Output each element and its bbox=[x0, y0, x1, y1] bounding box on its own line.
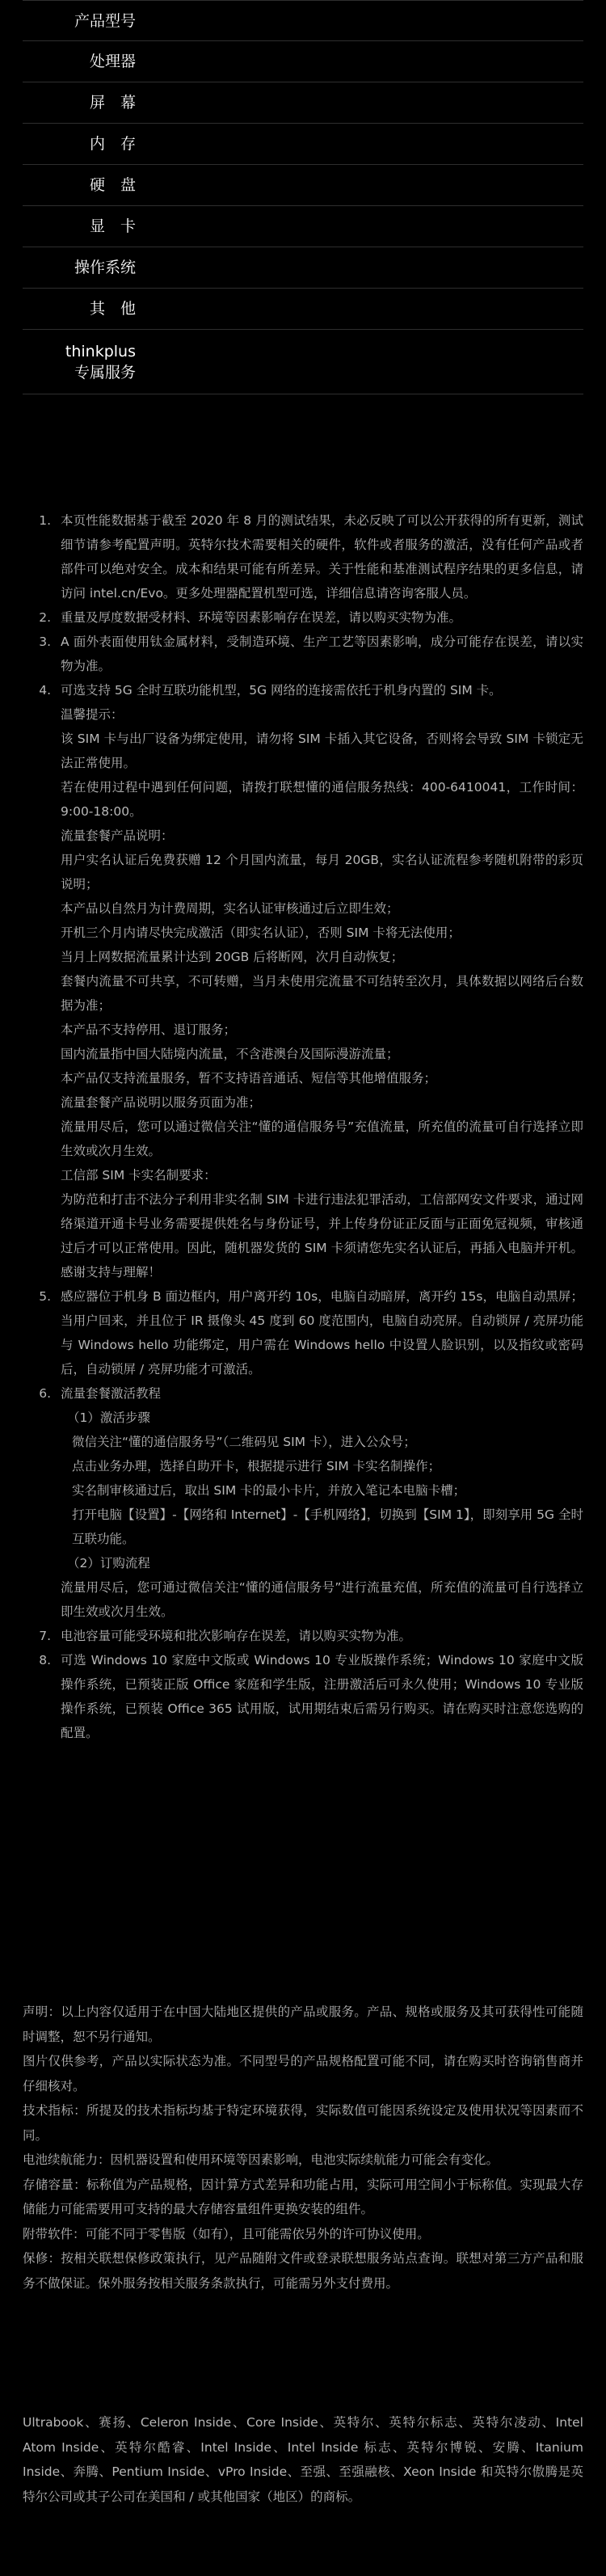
footnote-line: 本产品以自然月为计费周期，实名认证审核通过后立即生效； bbox=[61, 901, 399, 916]
footnote-number: 8. bbox=[39, 1653, 51, 1667]
trademark-notice: Ultrabook、赛扬、Celeron Inside、Core Inside、英特尔、英特尔标志、英特尔凌动、Intel Atom Inside、英特尔酷睿、Intel Inside、Intel Inside 标志、英特尔博锐、安腾、Itanium Inside、奔腾、Pentium Inside、vPro Inside、至强、至强融核、Xeon Inside 和英特尔傲腾是英特尔公司或其子公司在美国和 / 或其他国家（地区）的商标。 bbox=[23, 2415, 583, 2504]
footnote-step: 打开电脑【设置】-【网络和 Internet】-【手机网络】，切换到【SIM 1】，即刻享用 5G 全时互联功能。 bbox=[72, 1507, 583, 1546]
footnote-text: 重量及厚度数据受材料、环境等因素影响存在误差，请以购买实物为准。 bbox=[61, 610, 462, 625]
footnote-line: 工信部 SIM 卡实名制要求： bbox=[61, 1168, 217, 1183]
disclaimer-line: 附带软件：可能不同于零售版（如有），且可能需依另外的许可协议使用。 bbox=[23, 2226, 430, 2241]
spec-row-model bbox=[23, 0, 583, 41]
footnote-line: 开机三个月内请尽快完成激活（即实名认证），否则 SIM 卡将无法使用； bbox=[61, 925, 461, 940]
footnote-number: 6. bbox=[39, 1386, 51, 1401]
footnote-line: 当月上网数据流量累计达到 20GB 后将断网，次月自动恢复； bbox=[61, 950, 404, 964]
spec-label: 屏 幕 bbox=[89, 94, 136, 112]
spec-label: 内 存 bbox=[89, 135, 136, 153]
disclaimer-line: 声明：以上内容仅适用于在中国大陆地区提供的产品或服务。产品、规格或服务及其可获得性可能随时调整，恕不另行通知。 bbox=[23, 2005, 583, 2044]
footnote-line: 本产品仅支持流量服务，暂不支持语音通话、短信等其他增值服务； bbox=[61, 1071, 437, 1086]
footnote-title: 流量套餐激活教程 bbox=[61, 1386, 162, 1401]
spec-row-os bbox=[23, 247, 583, 289]
footnote-line: 流量用尽后，您可通过微信关注“懂的通信服务号”进行流量充值，所充值的流量可自行选择立即生效或次月生效。 bbox=[61, 1580, 583, 1619]
footnote-7 bbox=[23, 1624, 583, 1648]
footnote-4 bbox=[23, 678, 583, 1284]
footnote-1 bbox=[23, 508, 583, 605]
spec-table bbox=[23, 0, 583, 394]
spec-label: 产品型号 bbox=[74, 11, 136, 30]
disclaimer-line: 技术指标：所提及的技术指标均基于特定环境获得，实际数值可能因系统设定及使用状况等因素而不同。 bbox=[23, 2103, 583, 2143]
footnote-text: 可选 Windows 10 家庭中文版或 Windows 10 专业版操作系统；Windows 10 家庭中文版操作系统，已预装正版 Office 家庭和学生版，注册激活后可永久使用；Windows 10 专业版操作系统，已预装 Office 365 试用版，试用期结束后需另行购买。请在购买时注意您选购的配置。 bbox=[61, 1653, 583, 1740]
spec-row-memory bbox=[23, 124, 583, 165]
footnote-text: 本页性能数据基于截至 2020 年 8 月的测试结果，未必反映了可以公开获得的所有更新，测试细节请参考配置声明。英特尔技术需要相关的硬件，软件或者服务的激活，没有任何产品或者部件可以绝对安全。成本和结果可能有所差异。关于性能和基准测试程序结果的更多信息，请访问 intel.cn/Evo。更多处理器配置机型可选，详细信息请咨询客服人员。 bbox=[61, 513, 583, 601]
footnote-subheading: （2）订购流程 bbox=[67, 1556, 150, 1570]
footnote-line: 可选支持 5G 全时互联功能机型，5G 网络的连接需依托于机身内置的 SIM 卡。 bbox=[61, 683, 502, 698]
spec-label-line: 专属服务 bbox=[74, 363, 136, 382]
footnote-text bbox=[61, 1381, 583, 1624]
footnote-line: 套餐内流量不可共享，不可转赠，当月未使用完流量不可结转至次月，具体数据以网络后台数据为准； bbox=[61, 974, 583, 1013]
footnote-number: 1. bbox=[39, 513, 51, 528]
footnote-number: 3. bbox=[39, 635, 51, 649]
footnote-line: 若在使用过程中遇到任何问题，请拨打联想懂的通信服务热线：400-6410041，工作时间：9:00-18:00。 bbox=[61, 780, 583, 819]
footnote-text bbox=[61, 678, 583, 1284]
disclaimer-line: 图片仅供参考，产品以实际状态为准。不同型号的产品规格配置可能不同，请在购买时咨询销售商并仔细核对。 bbox=[23, 2054, 583, 2093]
footnote-number: 4. bbox=[39, 683, 51, 698]
disclaimer-line: 存储容量：标称值为产品规格，因计算方式差异和功能占用，实际可用空间小于标称值。实现最大存储能力可能需要用可支持的最大存储容量组件更换安装的组件。 bbox=[23, 2177, 583, 2216]
footnote-line: 流量套餐产品说明： bbox=[61, 828, 174, 843]
footnote-text: 电池容量可能受环境和批次影响存在误差，请以购买实物为准。 bbox=[61, 1629, 412, 1643]
footnote-line: 温馨提示： bbox=[61, 707, 124, 722]
spec-row-graphics bbox=[23, 206, 583, 247]
footnote-number: 2. bbox=[39, 610, 51, 625]
footnote-text: A 面外表面使用钛金属材料，受制造环境、生产工艺等因素影响，成分可能存在误差，请以实物为准。 bbox=[61, 635, 583, 673]
footnote-line: 本产品不支持停用、退订服务； bbox=[61, 1022, 237, 1037]
footnote-line: 流量套餐产品说明以服务页面为准； bbox=[61, 1095, 262, 1110]
spec-row-screen bbox=[23, 82, 583, 124]
footnotes bbox=[23, 508, 583, 1745]
footnote-5 bbox=[23, 1284, 583, 1381]
footnote-2 bbox=[23, 605, 583, 630]
spec-label-line: thinkplus bbox=[65, 342, 136, 360]
spec-label: 显 卡 bbox=[89, 217, 136, 235]
spec-row-processor bbox=[23, 41, 583, 82]
footnote-text: 感应器位于机身 B 面边框内，用户离开约 10s，电脑自动暗屏，离开约 15s，电脑自动黑屏；当用户回来，并且位于 IR 摄像头 45 度到 60 度范围内，电脑自动亮屏。自动锁屏 / 亮屏功能与 Windows hello 功能绑定，用户需在 Windows hello 中设置人脸识别，以及指纹或密码后，自动锁屏 / 亮屏功能才可激活。 bbox=[61, 1289, 583, 1377]
footnote-line: 国内流量指中国大陆境内流量，不含港澳台及国际漫游流量； bbox=[61, 1047, 399, 1061]
footnote-line: 用户实名认证后免费获赠 12 个月国内流量，每月 20GB，实名认证流程参考随机附带的彩页说明； bbox=[61, 853, 583, 892]
spec-label: 操作系统 bbox=[74, 259, 136, 276]
footnote-step: 实名制审核通过后，取出 SIM 卡的最小卡片，并放入笔记本电脑卡槽； bbox=[72, 1483, 466, 1498]
footnote-step: 点击业务办理，选择自助开卡，根据提示进行 SIM 卡实名制操作； bbox=[72, 1459, 441, 1474]
footnote-line: 流量用尽后，您可以通过微信关注“懂的通信服务号”充值流量，所充值的流量可自行选择立即生效或次月生效。 bbox=[61, 1119, 583, 1158]
disclaimer-line: 保修：按相关联想保修政策执行，见产品随附文件或登录联想服务站点查询。联想对第三方产品和服务不做保证。保外服务按相关服务条款执行，可能需另外支付费用。 bbox=[23, 2251, 583, 2291]
footnote-8 bbox=[23, 1648, 583, 1745]
footnote-number: 5. bbox=[39, 1289, 51, 1304]
footnote-line: 为防范和打击不法分子利用非实名制 SIM 卡进行违法犯罪活动，工信部网安文件要求，通过网络渠道开通卡号业务需要提供姓名与身份证号，并上传身份证正反面与正面免冠视频，审核通过后才可以正常使用。因此，随机器发货的 SIM 卡须请您先实名认证后，再插入电脑并开机。感谢支持与理解！ bbox=[61, 1192, 583, 1280]
spec-label: 其 他 bbox=[89, 300, 136, 318]
spec-row-other bbox=[23, 289, 583, 330]
footnote-6 bbox=[23, 1381, 583, 1624]
spec-label: 硬 盘 bbox=[89, 176, 136, 194]
spec-label: 处理器 bbox=[89, 53, 136, 70]
disclaimer-line: 电池续航能力：因机器设置和使用环境等因素影响，电池实际续航能力可能会有变化。 bbox=[23, 2152, 499, 2167]
spec-row-storage bbox=[23, 165, 583, 206]
footnote-step: 微信关注“懂的通信服务号”（二维码见 SIM 卡），进入公众号； bbox=[72, 1435, 416, 1449]
spec-label bbox=[23, 341, 152, 383]
footnote-3 bbox=[23, 630, 583, 678]
footnote-line: 该 SIM 卡与出厂设备为绑定使用，请勿将 SIM 卡插入其它设备，否则将会导致 SIM 卡锁定无法正常使用。 bbox=[61, 731, 583, 770]
footnote-number: 7. bbox=[39, 1629, 51, 1643]
footnote-subheading: （1）激活步骤 bbox=[67, 1410, 150, 1425]
spec-row-service bbox=[23, 330, 583, 394]
disclaimer bbox=[23, 2000, 583, 2296]
